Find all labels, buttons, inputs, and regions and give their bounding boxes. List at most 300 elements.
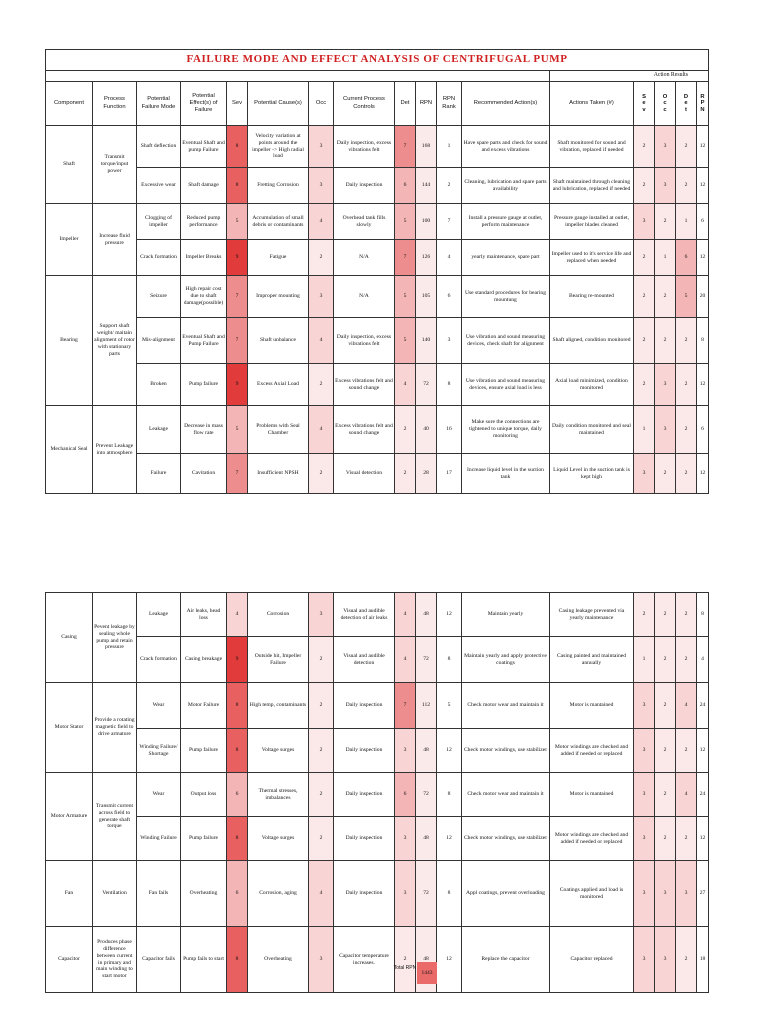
- recommended-action-cell: Have spare parts and check for sound and excess vibrations: [462, 126, 550, 168]
- result-occ-cell: 2: [655, 276, 676, 318]
- control-cell: Daily inspection: [334, 683, 395, 729]
- severity-cell: 8: [227, 729, 248, 773]
- control-cell: N/A: [334, 240, 395, 276]
- control-cell: Overhead tank fills slowly: [334, 204, 395, 240]
- rpn-cell: 48: [416, 927, 437, 993]
- detection-cell: 4: [395, 364, 416, 406]
- action-taken-cell: Motor is mantained: [550, 773, 634, 817]
- rpn-rank-cell: 3: [437, 318, 462, 364]
- rpn-rank-cell: 8: [437, 773, 462, 817]
- control-cell: Visual and audible detection of air leaks: [334, 593, 395, 637]
- rpn-cell: 100: [416, 204, 437, 240]
- occurrence-cell: 3: [309, 276, 334, 318]
- detection-cell: 2: [395, 406, 416, 454]
- result-occ-cell: 2: [655, 637, 676, 683]
- failure-mode-cell: Wear: [137, 683, 181, 729]
- rpn-cell: 40: [416, 406, 437, 454]
- result-det-cell: 4: [676, 773, 697, 817]
- recommended-action-cell: Use standard procedures for bearing mountung: [462, 276, 550, 318]
- result-sev-cell: 2: [634, 276, 655, 318]
- header-mode: Potential Failure Mode: [137, 82, 181, 126]
- detection-cell: 5: [395, 276, 416, 318]
- result-sev-cell: 3: [634, 817, 655, 861]
- header-sev2: S e v: [634, 82, 655, 126]
- result-det-cell: 2: [676, 318, 697, 364]
- cause-cell: Insufficient NPSH: [248, 454, 309, 494]
- function-cell: Produces phase difference between current in primary and main winding to start motor: [93, 927, 137, 993]
- component-cell: Motor Armature: [46, 773, 93, 861]
- rpn-cell: 48: [416, 817, 437, 861]
- header-control: Current Process Controls: [334, 82, 395, 126]
- detection-cell: 3: [395, 729, 416, 773]
- result-sev-cell: 1: [634, 406, 655, 454]
- result-sev-cell: 2: [634, 240, 655, 276]
- header-sev: Sev: [227, 82, 248, 126]
- result-sev-cell: 2: [634, 364, 655, 406]
- failure-effect-cell: Motor Failure: [181, 683, 227, 729]
- failure-mode-cell: Wear: [137, 773, 181, 817]
- result-occ-cell: 2: [655, 593, 676, 637]
- table-row: [46, 276, 709, 318]
- recommended-action-cell: Increase liquid level in the suction tank: [462, 454, 550, 494]
- result-rpn-cell: 27: [697, 861, 709, 927]
- control-cell: Daily inspection: [334, 773, 395, 817]
- function-cell: Transmit torque/input power: [93, 126, 137, 204]
- result-sev-cell: 3: [634, 683, 655, 729]
- function-cell: Provide a rotating magnetic field to drive armature: [93, 683, 137, 773]
- control-cell: Daily inspection: [334, 861, 395, 927]
- occurrence-cell: 4: [309, 861, 334, 927]
- result-det-cell: 2: [676, 126, 697, 168]
- failure-effect-cell: Air leaks, head loss: [181, 593, 227, 637]
- occurrence-cell: 3: [309, 927, 334, 993]
- rpn-cell: 72: [416, 637, 437, 683]
- result-sev-cell: 3: [634, 204, 655, 240]
- action-taken-cell: Casing painted and maintained annually: [550, 637, 634, 683]
- control-cell: Excess vibrations felt and sound change: [334, 406, 395, 454]
- detection-cell: 2: [395, 454, 416, 494]
- header-action: Recommended Action(s): [462, 82, 550, 126]
- header-det: Det: [395, 82, 416, 126]
- rpn-cell: 72: [416, 773, 437, 817]
- severity-cell: 9: [227, 240, 248, 276]
- detection-cell: 7: [395, 240, 416, 276]
- control-cell: Daily inspection: [334, 729, 395, 773]
- rpn-rank-cell: 1: [437, 126, 462, 168]
- fmea-table-continued: [45, 592, 709, 993]
- failure-mode-cell: Fan fails: [137, 861, 181, 927]
- result-occ-cell: 2: [655, 204, 676, 240]
- rpn-cell: 105: [416, 276, 437, 318]
- result-rpn-cell: 6: [697, 406, 709, 454]
- control-cell: Daily inspection: [334, 168, 395, 204]
- detection-cell: 3: [395, 817, 416, 861]
- recommended-action-cell: Make sure the connections are tightened to unique torque, daily monitoring: [462, 406, 550, 454]
- recommended-action-cell: Check motor windings, use stabilizer: [462, 817, 550, 861]
- table-row: [46, 861, 709, 927]
- header-occ: Occ: [309, 82, 334, 126]
- result-det-cell: 3: [676, 861, 697, 927]
- table-row: [46, 318, 709, 364]
- result-rpn-cell: 6: [697, 204, 709, 240]
- control-cell: Visual and audible detection: [334, 637, 395, 683]
- control-cell: Daily inspection: [334, 817, 395, 861]
- total-rpn-value: 1443: [417, 962, 437, 984]
- severity-cell: 6: [227, 861, 248, 927]
- result-rpn-cell: 18: [697, 927, 709, 993]
- result-occ-cell: 2: [655, 773, 676, 817]
- recommended-action-cell: Install a pressure gauge at outlet, perform maintenance: [462, 204, 550, 240]
- component-cell: Bearing: [46, 276, 93, 406]
- control-cell: N/A: [334, 276, 395, 318]
- severity-cell: 8: [227, 168, 248, 204]
- table-row: [46, 683, 709, 729]
- detection-cell: 7: [395, 683, 416, 729]
- result-occ-cell: 3: [655, 861, 676, 927]
- table-row: [46, 593, 709, 637]
- occurrence-cell: 2: [309, 817, 334, 861]
- action-taken-cell: Impeller used to it's service life and replaced when needed: [550, 240, 634, 276]
- cause-cell: Voltage surges: [248, 817, 309, 861]
- recommended-action-cell: Cleaning, lubrication and spare parts availability: [462, 168, 550, 204]
- control-cell: Daily inspection, excess vibrations felt: [334, 318, 395, 364]
- failure-effect-cell: Casing breakage: [181, 637, 227, 683]
- result-rpn-cell: 12: [697, 454, 709, 494]
- result-det-cell: 2: [676, 927, 697, 993]
- result-det-cell: 4: [676, 683, 697, 729]
- rpn-cell: 72: [416, 861, 437, 927]
- severity-cell: 8: [227, 927, 248, 993]
- result-rpn-cell: 12: [697, 817, 709, 861]
- cause-cell: Overheating: [248, 927, 309, 993]
- failure-mode-cell: Failure: [137, 454, 181, 494]
- severity-cell: 8: [227, 126, 248, 168]
- severity-cell: 7: [227, 318, 248, 364]
- severity-cell: 8: [227, 817, 248, 861]
- function-cell: Ventilation: [93, 861, 137, 927]
- component-cell: Mechanical Seal: [46, 406, 93, 494]
- result-det-cell: 2: [676, 817, 697, 861]
- severity-cell: 7: [227, 276, 248, 318]
- result-sev-cell: 2: [634, 126, 655, 168]
- header-effect: Potential Effect(s) of Failure: [181, 82, 227, 126]
- detection-cell: 5: [395, 318, 416, 364]
- result-det-cell: 2: [676, 406, 697, 454]
- table-row: [46, 637, 709, 683]
- rpn-cell: 72: [416, 364, 437, 406]
- result-occ-cell: 2: [655, 729, 676, 773]
- action-taken-cell: Shaft aligned, condition monitored: [550, 318, 634, 364]
- control-cell: Daily inspection, excess vibrations felt: [334, 126, 395, 168]
- rpn-rank-cell: 12: [437, 927, 462, 993]
- failure-effect-cell: Shaft damage: [181, 168, 227, 204]
- failure-mode-cell: Mis-alignment: [137, 318, 181, 364]
- result-sev-cell: 3: [634, 729, 655, 773]
- cause-cell: Outside hit, Impeller Failure: [248, 637, 309, 683]
- detection-cell: 4: [395, 637, 416, 683]
- cause-cell: Corrosion, aging: [248, 861, 309, 927]
- table-row: [46, 126, 709, 168]
- result-sev-cell: 3: [634, 773, 655, 817]
- page-title: FAILURE MODE AND EFFECT ANALYSIS OF CENTRIFUGAL PUMP: [46, 50, 709, 71]
- occurrence-cell: 2: [309, 364, 334, 406]
- cause-cell: Excess Axial Load: [248, 364, 309, 406]
- severity-cell: 6: [227, 773, 248, 817]
- rpn-cell: 126: [416, 240, 437, 276]
- action-taken-cell: Motor windings are checked and added if needed or replaced: [550, 729, 634, 773]
- failure-mode-cell: Seizure: [137, 276, 181, 318]
- cause-cell: Corrosion: [248, 593, 309, 637]
- result-occ-cell: 3: [655, 406, 676, 454]
- component-cell: Shaft: [46, 126, 93, 204]
- function-cell: Support shaft weight/ maitain alignment of rotor with stationary parts: [93, 276, 137, 406]
- cause-cell: Voltage surges: [248, 729, 309, 773]
- result-occ-cell: 3: [655, 168, 676, 204]
- result-sev-cell: 2: [634, 593, 655, 637]
- function-cell: Prevent Leakage into atmosphere: [93, 406, 137, 494]
- action-taken-cell: Motor is mantained: [550, 683, 634, 729]
- rpn-rank-cell: 12: [437, 817, 462, 861]
- failure-effect-cell: High repair cost due to shaft damage(possible): [181, 276, 227, 318]
- total-rpn-label: Total RPN: [393, 965, 417, 971]
- failure-mode-cell: Capacitor fails: [137, 927, 181, 993]
- action-results-label: Action Results: [550, 71, 709, 82]
- header-cause: Potential Cause(s): [248, 82, 309, 126]
- result-occ-cell: 3: [655, 927, 676, 993]
- failure-effect-cell: Pump failure: [181, 817, 227, 861]
- action-taken-cell: Coatings applied and load is monitored: [550, 861, 634, 927]
- action-taken-cell: Casing leakage prevented via yearly maintenance: [550, 593, 634, 637]
- result-occ-cell: 2: [655, 318, 676, 364]
- header-rpn2: R P N: [697, 82, 709, 126]
- failure-mode-cell: Broken: [137, 364, 181, 406]
- result-occ-cell: 1: [655, 240, 676, 276]
- action-taken-cell: Shaft monitored for sound and vibration, replaced if needed: [550, 126, 634, 168]
- component-cell: Motor Stator: [46, 683, 93, 773]
- result-det-cell: 2: [676, 637, 697, 683]
- severity-cell: 5: [227, 406, 248, 454]
- detection-cell: 5: [395, 204, 416, 240]
- rpn-rank-cell: 4: [437, 240, 462, 276]
- result-rpn-cell: 20: [697, 276, 709, 318]
- occurrence-cell: 3: [309, 168, 334, 204]
- rpn-rank-cell: 7: [437, 204, 462, 240]
- cause-cell: Thermal stresses, imbalances: [248, 773, 309, 817]
- failure-effect-cell: Pump fails to start: [181, 927, 227, 993]
- result-rpn-cell: 24: [697, 773, 709, 817]
- failure-mode-cell: Shaft deflection: [137, 126, 181, 168]
- control-cell: Excess vibrations felt and sound change: [334, 364, 395, 406]
- header-occ2: O c c: [655, 82, 676, 126]
- recommended-action-cell: Check motor wear and maintain it: [462, 773, 550, 817]
- recommended-action-cell: yearly maintenance, spare part: [462, 240, 550, 276]
- recommended-action-cell: Use vibration and sound measuring devices, ensure axial load is less: [462, 364, 550, 406]
- component-cell: Impeller: [46, 204, 93, 276]
- table-row: [46, 729, 709, 773]
- table-row: [46, 927, 709, 993]
- cause-cell: Improper mounting: [248, 276, 309, 318]
- component-cell: Fan: [46, 861, 93, 927]
- result-rpn-cell: 12: [697, 364, 709, 406]
- failure-effect-cell: Reduced pump performance: [181, 204, 227, 240]
- result-det-cell: 2: [676, 593, 697, 637]
- result-det-cell: 2: [676, 364, 697, 406]
- result-det-cell: 2: [676, 729, 697, 773]
- result-rpn-cell: 12: [697, 729, 709, 773]
- occurrence-cell: 4: [309, 406, 334, 454]
- failure-mode-cell: Winding Failure: [137, 817, 181, 861]
- fmea-table: [45, 49, 709, 494]
- rpn-cell: 48: [416, 729, 437, 773]
- action-taken-cell: Axial load minimized, condition monitored: [550, 364, 634, 406]
- result-sev-cell: 2: [634, 318, 655, 364]
- result-sev-cell: 3: [634, 454, 655, 494]
- result-rpn-cell: 4: [697, 637, 709, 683]
- component-cell: Capacitor: [46, 927, 93, 993]
- failure-effect-cell: Pump failure: [181, 364, 227, 406]
- result-sev-cell: 2: [634, 168, 655, 204]
- failure-mode-cell: Crack formation: [137, 637, 181, 683]
- rpn-cell: 28: [416, 454, 437, 494]
- rpn-rank-cell: 8: [437, 364, 462, 406]
- rpn-rank-cell: 8: [437, 637, 462, 683]
- severity-cell: 5: [227, 204, 248, 240]
- cause-cell: Accumulation of small debris or contaminants: [248, 204, 309, 240]
- result-sev-cell: 3: [634, 861, 655, 927]
- cause-cell: Shaft unbalance: [248, 318, 309, 364]
- severity-cell: 9: [227, 637, 248, 683]
- failure-mode-cell: Leakage: [137, 406, 181, 454]
- rpn-rank-cell: 2: [437, 168, 462, 204]
- failure-mode-cell: Crack formation: [137, 240, 181, 276]
- table-row: [46, 406, 709, 454]
- occurrence-cell: 2: [309, 454, 334, 494]
- result-rpn-cell: 12: [697, 168, 709, 204]
- occurrence-cell: 4: [309, 318, 334, 364]
- result-occ-cell: 3: [655, 126, 676, 168]
- failure-mode-cell: Clogging of impeller: [137, 204, 181, 240]
- result-sev-cell: 1: [634, 637, 655, 683]
- failure-effect-cell: Eventual Shaft and Pump Failure: [181, 318, 227, 364]
- recommended-action-cell: Check motor wear and maintain it: [462, 683, 550, 729]
- result-occ-cell: 3: [655, 364, 676, 406]
- function-cell: Pevent leakage by sealing whole pump and retain pressure: [93, 593, 137, 683]
- recommended-action-cell: Check motor windings, use stabilizer: [462, 729, 550, 773]
- failure-effect-cell: Decrease in mass flow rate: [181, 406, 227, 454]
- rpn-cell: 112: [416, 683, 437, 729]
- severity-cell: 4: [227, 593, 248, 637]
- failure-mode-cell: Leakage: [137, 593, 181, 637]
- occurrence-cell: 2: [309, 729, 334, 773]
- failure-effect-cell: Pump failure: [181, 729, 227, 773]
- header-rank: RPN Rank: [437, 82, 462, 126]
- action-taken-cell: Motor windings are checked and added if needed or replaced: [550, 817, 634, 861]
- rpn-rank-cell: 12: [437, 593, 462, 637]
- table-row: [46, 240, 709, 276]
- rpn-rank-cell: 12: [437, 729, 462, 773]
- detection-cell: 3: [395, 861, 416, 927]
- occurrence-cell: 2: [309, 683, 334, 729]
- detection-cell: 6: [395, 168, 416, 204]
- detection-cell: 2: [395, 927, 416, 993]
- rpn-cell: 48: [416, 593, 437, 637]
- rpn-rank-cell: 8: [437, 861, 462, 927]
- table-row: [46, 817, 709, 861]
- action-taken-cell: Pressure gauge installed at outlet, impeller blades cleaned: [550, 204, 634, 240]
- control-cell: Capacitor temperature increases.: [334, 927, 395, 993]
- cause-cell: Fretting Corrosion: [248, 168, 309, 204]
- table-row: [46, 168, 709, 204]
- result-rpn-cell: 8: [697, 318, 709, 364]
- action-taken-cell: Shaft maintained through cleaning and lubrication, replaced if needed: [550, 168, 634, 204]
- detection-cell: 6: [395, 773, 416, 817]
- result-det-cell: 1: [676, 204, 697, 240]
- result-det-cell: 2: [676, 454, 697, 494]
- table-row: [46, 454, 709, 494]
- function-cell: Transmit current across field to generate shaft torque: [93, 773, 137, 861]
- result-rpn-cell: 12: [697, 240, 709, 276]
- header-function: Process Function: [93, 82, 137, 126]
- result-det-cell: 5: [676, 276, 697, 318]
- header-det2: D e t: [676, 82, 697, 126]
- component-cell: Casing: [46, 593, 93, 683]
- recommended-action-cell: Maintain yearly: [462, 593, 550, 637]
- cause-cell: High temp, contaminants: [248, 683, 309, 729]
- result-rpn-cell: 24: [697, 683, 709, 729]
- cause-cell: Velocity variation at points around the impeller -> High radial load: [248, 126, 309, 168]
- action-taken-cell: Daily condition monitored and seal maintained: [550, 406, 634, 454]
- result-sev-cell: 3: [634, 927, 655, 993]
- severity-cell: 8: [227, 683, 248, 729]
- occurrence-cell: 3: [309, 126, 334, 168]
- control-cell: Visual detection: [334, 454, 395, 494]
- occurrence-cell: 3: [309, 593, 334, 637]
- failure-mode-cell: Winding Failure/ Shortage: [137, 729, 181, 773]
- rpn-rank-cell: 17: [437, 454, 462, 494]
- cause-cell: Fatigue: [248, 240, 309, 276]
- failure-effect-cell: Impeller Breaks: [181, 240, 227, 276]
- failure-effect-cell: Output loss: [181, 773, 227, 817]
- failure-effect-cell: Eventual Shaft and pump Failure: [181, 126, 227, 168]
- result-det-cell: 6: [676, 240, 697, 276]
- occurrence-cell: 2: [309, 240, 334, 276]
- occurrence-cell: 2: [309, 637, 334, 683]
- rpn-rank-cell: 5: [437, 683, 462, 729]
- result-occ-cell: 2: [655, 683, 676, 729]
- function-cell: Increase fluid pressure: [93, 204, 137, 276]
- result-rpn-cell: 8: [697, 593, 709, 637]
- result-occ-cell: 2: [655, 454, 676, 494]
- occurrence-cell: 2: [309, 773, 334, 817]
- action-taken-cell: Liquid Level in the suction tank is kept high: [550, 454, 634, 494]
- recommended-action-cell: Maintain yearly and apply protective coatings: [462, 637, 550, 683]
- rpn-cell: 144: [416, 168, 437, 204]
- header-taken: Actions Taken (#): [550, 82, 634, 126]
- recommended-action-cell: Appl coatings, prevent overloading: [462, 861, 550, 927]
- table-row: [46, 364, 709, 406]
- action-taken-cell: Capacitor replaced: [550, 927, 634, 993]
- action-taken-cell: Bearing re-mounted: [550, 276, 634, 318]
- detection-cell: 4: [395, 593, 416, 637]
- table-row: [46, 773, 709, 817]
- rpn-rank-cell: 16: [437, 406, 462, 454]
- occurrence-cell: 4: [309, 204, 334, 240]
- header-component: Component: [46, 82, 93, 126]
- result-rpn-cell: 12: [697, 126, 709, 168]
- result-occ-cell: 2: [655, 817, 676, 861]
- recommended-action-cell: Replace the capacitor: [462, 927, 550, 993]
- rpn-rank-cell: 6: [437, 276, 462, 318]
